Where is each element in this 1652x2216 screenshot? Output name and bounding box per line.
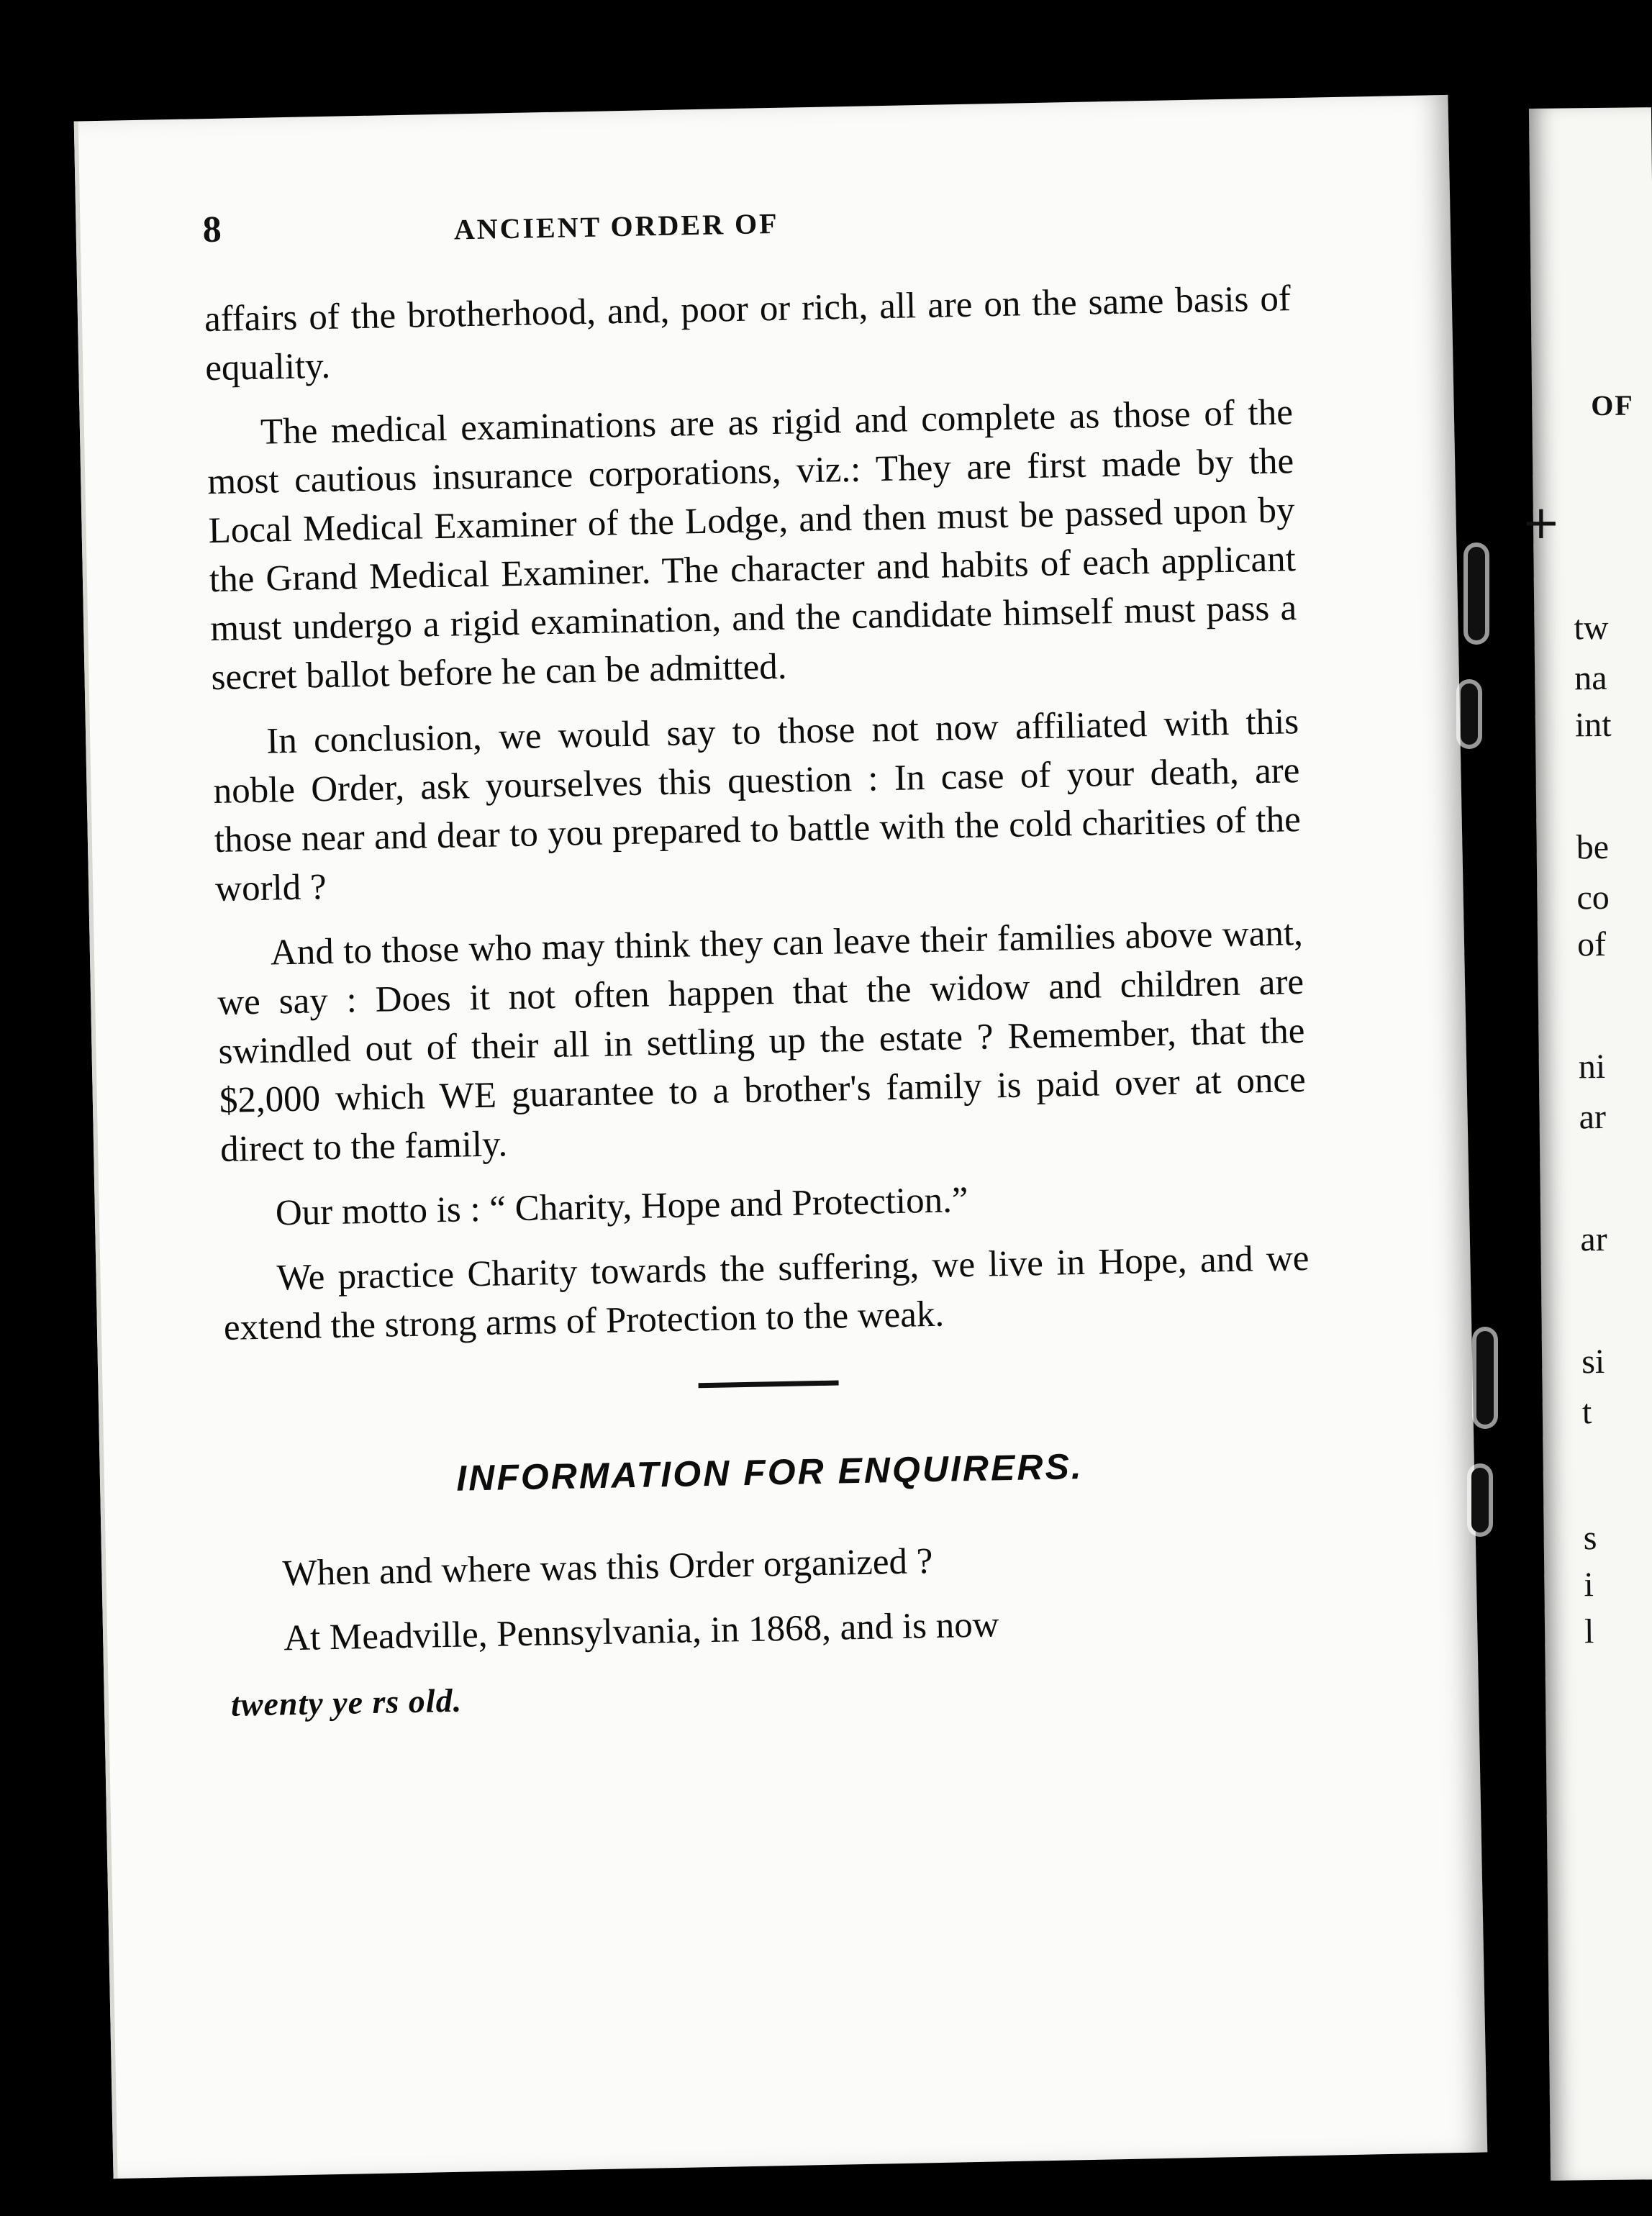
facing-page-line-fragment: be [1576,827,1610,867]
facing-page [1529,107,1652,2181]
paragraph-equality: affairs of the brotherhood, and, poor or rich, all are on the same basis of equality. [204,278,1292,389]
paragraph-charity-hope-protection: We practice Charity towards the suffering, we live in Hope, and we extend the strong arms of Protection to the weak. [223,1238,1310,1348]
facing-page-line-fragment: s [1583,1519,1597,1558]
staple-icon [1471,1468,1489,1532]
enquiry-answer-continued [230,1659,1317,1730]
enquiry-answer [230,1594,1317,1664]
staple-icon [1461,684,1478,745]
facing-page-line-fragment: ar [1579,1097,1607,1137]
paragraph-families: And to those who may think they can leave their families above want, we say : Does it not often happen that the widow and children are swindled out of their all in settling up the estate ? Remember, that the $2,000 which WE guarantee to a brother's family is paid over at once direct to the family. [217,913,1307,1170]
section-divider [698,1381,838,1389]
facing-page-line-fragment: co [1576,878,1610,917]
running-head [202,192,1066,259]
staple-icon [1468,547,1485,640]
running-head-title: ANCIENT ORDER OF [453,206,779,246]
facing-page-line-fragment: t [1581,1393,1592,1432]
body-text [204,274,1317,1730]
facing-page-line-fragment: l [1584,1612,1594,1651]
enquiry-answer-text: At Meadville, Pennsylvania, in 1868, and is now [283,1604,1000,1659]
facing-page-line-fragment: i [1584,1566,1594,1604]
enquiry-answer-tail: twenty ye rs old. [230,1681,463,1723]
page-number: 8 [202,209,222,251]
book-page [74,95,1488,2179]
facing-page-line-fragment: of [1576,925,1607,964]
paragraph-medical-examinations: The medical examinations are as rigid and complete as those of the most cautious insurance corporations, viz.: They are first made by the Local Medical Examiner of the Lodge, and then must be passed upon by the Grand Medical Examiner. The character and habits of each applicant must undergo a rigid examination, and the candidate himself must pass a secret ballot before he can be admitted. [206,392,1297,699]
facing-page-line-fragment: ar [1580,1220,1607,1259]
enquiry-question: When and where was this Order organized ? [281,1541,933,1594]
facing-page-line-fragment: na [1574,658,1607,698]
facing-page-line-fragment: ni [1578,1047,1606,1086]
section-heading: INFORMATION FOR ENQUIRERS. [455,1446,1084,1499]
paragraph-motto: Our motto is : “ Charity, Hope and Protection.” [275,1180,968,1234]
facing-page-header-fragment: OF [1591,389,1635,422]
pencil-cross-mark: + [1522,496,1561,550]
paragraph-conclusion: In conclusion, we would say to those not now affiliated with this noble Order, ask yourselves this question : In case of your death, are those near and dear to you prepared to battle with the cold charities of the world ? [213,701,1302,910]
facing-page-line-fragment: int [1574,705,1612,745]
facing-page-line-fragment: tw [1574,608,1609,648]
facing-page-line-fragment: si [1581,1342,1605,1381]
staple-icon [1476,1331,1494,1425]
